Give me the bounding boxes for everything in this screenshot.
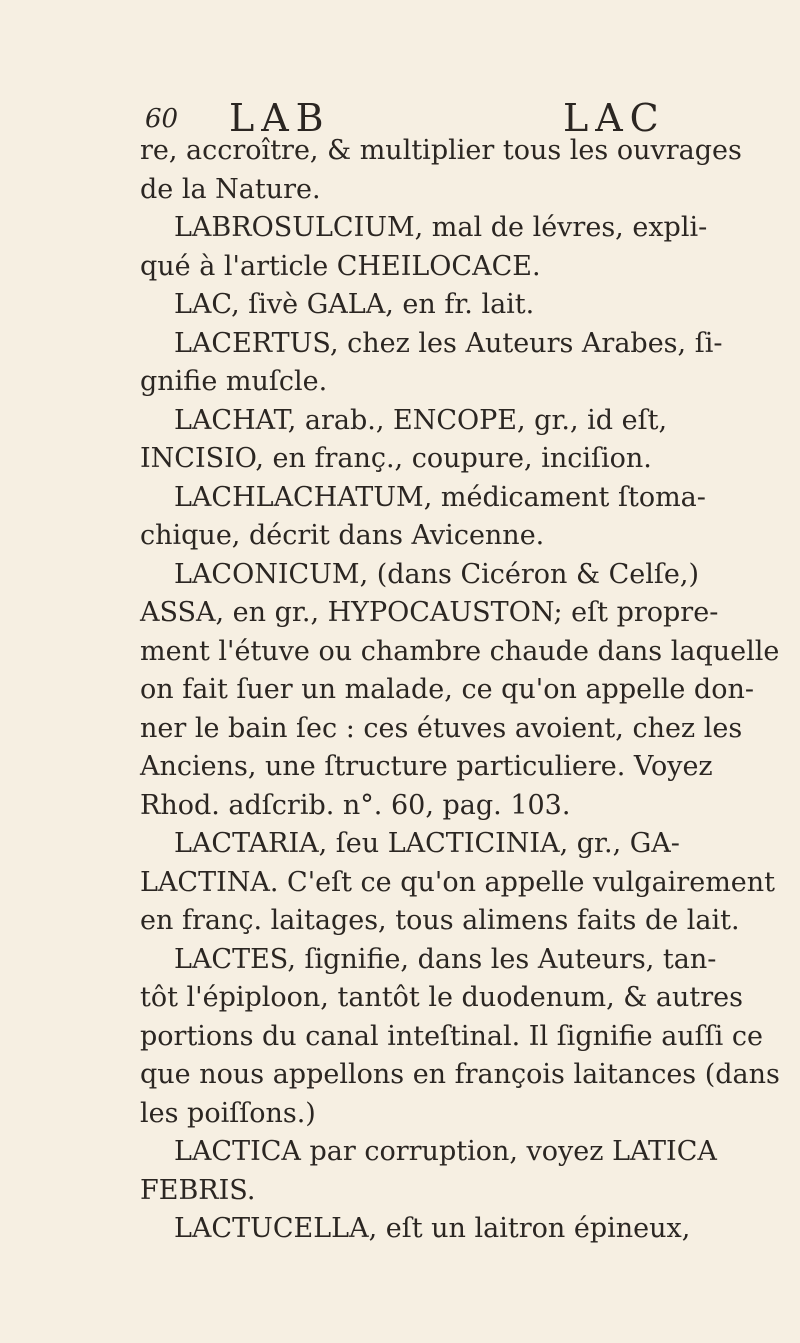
text-line: LACTUCELLA, eſt un laitron épineux, [174, 1213, 691, 1244]
entry-lachlachatum [140, 479, 770, 556]
text-line: de la Nature. [140, 173, 321, 205]
text-line: chique, décrit dans Avicenne. [140, 520, 545, 551]
text-line: portions du canal inteſtinal. Il ſignifie auſſi ce [140, 1020, 763, 1052]
text-line: qué à l'article CHEILOCACE. [140, 250, 541, 282]
text-line: LACONICUM, (dans Cicéron & Celſe,) [174, 558, 699, 590]
text-line: LAC, ſivè GALA, en fr. lait. [174, 289, 535, 320]
text-line: LACHLACHATUM, médicament ſtoma- [174, 481, 706, 513]
entry-lactaria [140, 825, 776, 941]
entry-lactica [140, 1133, 770, 1210]
text-line: ASSA, en gr., HYPOCAUSTON; eſt propre- [140, 597, 719, 628]
entry-continuation [140, 132, 770, 209]
text-line: Anciens, une ſtructure particuliere. Voyez [140, 751, 713, 782]
dictionary-text [140, 132, 780, 1249]
text-line: en franç. laitages, tous alimens faits de lait. [140, 905, 740, 936]
text-line: LACERTUS, chez les Auteurs Arabes, ſi- [174, 327, 723, 359]
text-line: LACHAT, arab., ENCOPE, gr., id eſt, [174, 404, 668, 436]
text-line: tôt l'épiploon, tantôt le duodenum, & autres [140, 982, 743, 1013]
entry-lacertus [140, 325, 770, 402]
text-line: re, accroître, & multiplier tous les ouvrages [140, 135, 742, 166]
text-line: LACTARIA, ſeu LACTICINIA, gr., GA- [174, 828, 680, 859]
entry-lactucella [140, 1210, 770, 1249]
text-line: que nous appellons en françois laitances (dans [140, 1059, 780, 1090]
entry-laconicum [140, 556, 780, 826]
text-line: FEBRIS. [140, 1174, 256, 1206]
entry-labrosulcium [140, 209, 770, 286]
text-line: LACTICA par corruption, voyez LATICA [174, 1136, 717, 1167]
text-line: les poiſſons.) [140, 1097, 316, 1129]
text-line: on fait ſuer un malade, ce qu'on appelle don- [140, 674, 754, 705]
entry-lactes [140, 941, 780, 1134]
entry-lachat [140, 402, 770, 479]
text-line: LABROSULCIUM, mal de lévres, expli- [174, 212, 708, 243]
text-line: ment l'étuve ou chambre chaude dans laquelle [140, 635, 780, 667]
text-line: INCISIO, en franç., coupure, inciſion. [140, 443, 652, 474]
text-line: LACTES, ſignifie, dans les Auteurs, tan- [174, 943, 717, 975]
text-line: gnifie muſcle. [140, 366, 328, 397]
header-right-word: LAC [563, 96, 666, 140]
text-line: LACTINA. C'eſt ce qu'on appelle vulgairement [140, 866, 776, 898]
page-number: 60 [145, 104, 179, 134]
entry-lac [140, 286, 770, 325]
header-left-word: LAB [229, 96, 331, 140]
text-line: ner le bain ſec : ces étuves avoient, chez les [140, 712, 743, 744]
text-line: Rhod. adſcrib. n°. 60, pag. 103. [140, 789, 571, 821]
